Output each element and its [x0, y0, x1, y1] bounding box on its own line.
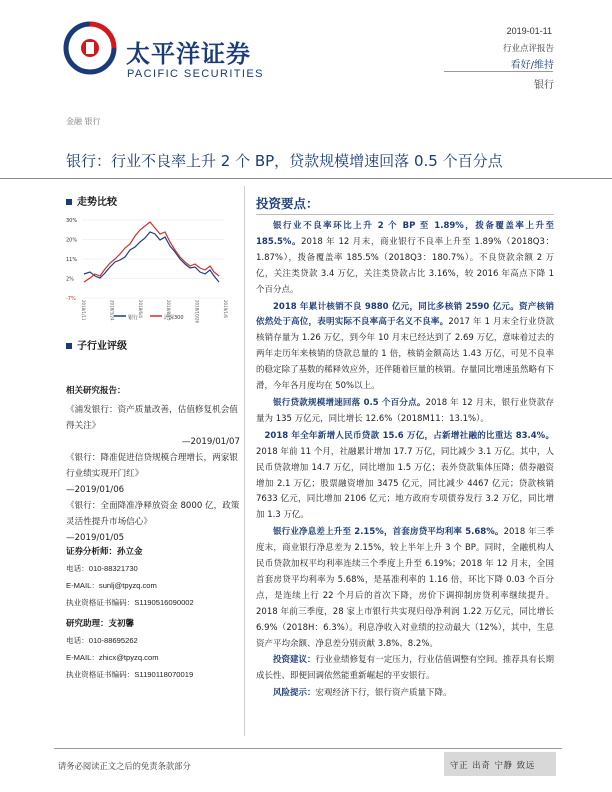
bullet-icon	[66, 199, 72, 205]
y-tick-label: 20%	[66, 237, 78, 244]
text-writeoff: 2017 年 1 月末全行业贷款核销存量为 1.26 万亿，到今年 10 月末已经达到了 2.69 万亿，意味着过去的两年走历年来核销的贷款总量的 1 倍，核销金额高达 1.43 万亿，可见不良率的稳定除了基数的稀释效应外，还伴随着巨量的核销。存量同比增速虽然略有下滑，今年各月度均在 50%以上。	[256, 317, 554, 392]
paragraph-loan-growth	[256, 396, 554, 428]
rating-badge: 看好/维持	[510, 60, 554, 71]
lead-nim: 银行业净息差上升至 2.15%，首套房贷平均利率 5.68%。	[273, 527, 504, 538]
chart-legend	[114, 314, 184, 321]
x-tick-label: 2018/10/26	[194, 300, 200, 324]
report-date: 2019-01-11	[506, 26, 552, 36]
related-report-link[interactable]: 《浦发银行：资产质量改善，估值修复机会值得关注》	[66, 405, 238, 431]
disclaimer-note: 请务必阅读正文之后的免责条款部分	[58, 761, 191, 771]
bullet-icon	[66, 343, 72, 349]
assistant-name: 研究助理：支初馨	[66, 619, 135, 629]
assistant-cert: 执业资格证书编码：S1190118070019	[66, 670, 194, 679]
key-points-body	[256, 219, 554, 703]
paragraph-new-loans	[256, 429, 554, 524]
paragraph-risk	[256, 686, 554, 702]
paragraph-npl	[256, 219, 554, 299]
industry-label: 银行	[534, 80, 554, 91]
paragraph-nim	[256, 525, 554, 652]
report-type: 行业点评报告	[502, 44, 554, 54]
x-tick-label: 2019/1/6	[223, 300, 228, 318]
chart-y-ticks	[66, 218, 77, 302]
title-divider	[0, 178, 612, 179]
legend-bank: 银行	[128, 315, 139, 321]
text-advice: 行业业绩修复有一定压力，行业估值调整有空间。推荐具有长期成长性、即便回调依然能重新崛起的平安银行。	[256, 655, 554, 682]
related-report-link[interactable]: 《银行：全面降准净释放资金 8000 亿，政策灵活性提升市场信心》	[66, 501, 240, 527]
related-report-date: —2019/01/07	[181, 437, 240, 447]
analyst-name: 证券分析师：孙立金	[66, 547, 143, 557]
column-divider	[244, 186, 245, 736]
related-report-date: —2019/01/05	[66, 533, 125, 543]
y-tick-label: -7%	[66, 296, 76, 302]
y-tick-label: 2%	[66, 276, 74, 283]
lead-writeoff: 2018 年累计核销不良 9880 亿元，同比多核销 2590 亿元。资产核销依然处于高位，表明实际不良率高于名义不良率。	[256, 301, 554, 328]
x-tick-label: 2018/6/4	[137, 300, 143, 318]
assistant-email[interactable]: E-MAIL：zhicx@tpyzq.com	[66, 653, 159, 662]
lead-advice: 投资建议：	[273, 655, 316, 666]
trend-title: 走势比较	[77, 197, 117, 208]
key-points-heading: 投资要点：	[256, 196, 319, 211]
lead-loan-growth: 银行贷款规模增速回落 0.5 个百分点。	[273, 397, 426, 408]
text-risk: 宏观经济下行，银行资产质量下降。	[315, 688, 452, 699]
breadcrumb: 金融 银行	[66, 117, 101, 126]
y-tick-label: 30%	[66, 218, 78, 224]
company-motto: 守正 出奇 宁静 致远	[450, 760, 536, 770]
x-tick-label: 2018/1/11	[81, 300, 86, 321]
y-tick-label: 11%	[66, 257, 78, 263]
assistant-phone: 电话：010-88695262	[66, 636, 138, 645]
lead-new-loans: 2018 年全年新增人民币贷款 15.6 万亿，占新增社融的比重达 83.4%。	[264, 430, 554, 441]
x-tick-label: 2018/3/24	[109, 300, 115, 321]
trend-section-header	[66, 193, 117, 208]
lead-risk: 风险提示：	[273, 688, 316, 699]
related-reports	[66, 402, 240, 546]
text-nim: 2018 年三季度末，商业银行净息差为 2.15%，较上半年上升 3 个 BP。同时，全融机构人民币贷款加权平均利率连续三个季度上升至 6.19%；2018 年 12 月末，全国首套房贷平均利率为 5.68%，是基准利率的 1.16 倍，环比下降 0.03 个百分点，是连续上行 22 个月后的首次下降，房价下调抑制房贷利率继续提升。2018 年前三季度，28 家上市银行共实现归母净利润 1.22 万亿元，同比增长 6.9%（2018H：6.3%）。利息净收入对业绩的拉动最大（12%），其中，生息资产平均余额、净息差分别贡献 3.8%、8.2%。	[256, 527, 554, 649]
related-report-link[interactable]: 《银行：降准促进信贷规模合理增长，两家银行业绩实现开门红》	[66, 453, 238, 479]
paragraph-advice	[256, 653, 554, 685]
related-report-date: —2019/01/06	[66, 485, 125, 495]
text-new-loans: 2018 年前 11 个月，社融累计增加 17.7 万亿，同比减少 3.1 万亿。其中，人民币贷款增加 14.7 万亿，同比增加 1.5 万亿；表外贷款集体压降；债券融资增加 2.1 万亿；股票融资增加 3475 亿元，同比减少 4467 亿元；贷款核销 7633 亿元，同比增加 2106 亿元；地方政府专项债券发行 3.2 万亿，同比增加 1.3 万亿。	[256, 446, 554, 521]
chart-gridlines	[82, 220, 224, 298]
analyst-email[interactable]: E-MAIL：sunlj@tpyzq.com	[66, 581, 157, 590]
analyst-cert: 执业资格证书编码：S1190516090002	[66, 598, 194, 607]
company-name-cn: 太平洋证券	[126, 40, 251, 68]
related-title: 相关研究报告：	[66, 386, 126, 396]
text-npl: 2018 年 12 月末，商业银行不良率上升至 1.89%（2018Q3：1.87%），拨备覆盖率 185.5%（2018Q3：180.7%）。不良贷款余额 2 万亿，关注类贷款 3.4 万亿，关注类贷款占比 3.16%，较 2016 年高点下降 1 个百分点。	[256, 236, 554, 295]
footer-divider	[54, 748, 562, 749]
company-name-en: PACIFIC SECURITIES	[127, 68, 264, 80]
header-divider	[444, 71, 553, 72]
x-tick-label: 2018/8/15	[166, 300, 172, 321]
subrating-section-header	[66, 337, 127, 352]
paragraph-writeoff	[256, 300, 554, 395]
key-points-divider	[256, 214, 554, 215]
company-logo-icon	[62, 20, 118, 76]
lead-npl: 银行业不良率环比上升 2 个 BP 至 1.89%，拨备覆盖率上升至 185.5%。	[256, 221, 554, 247]
legend-hs300: 沪深300	[164, 315, 184, 321]
page-title: 银行：行业不良率上升 2 个 BP，贷款规模增速回落 0.5 个百分点	[66, 152, 503, 170]
chart-x-ticks	[81, 300, 228, 324]
text-loan-growth: 2018 年 12 月末，银行业贷款存量为 135 万亿元，同比增长 12.6%（2018M11：13.1%）。	[256, 397, 554, 424]
analyst-phone: 电话：010-88321730	[66, 564, 138, 573]
subrating-title: 子行业评级	[77, 341, 127, 352]
trend-chart	[64, 212, 234, 324]
